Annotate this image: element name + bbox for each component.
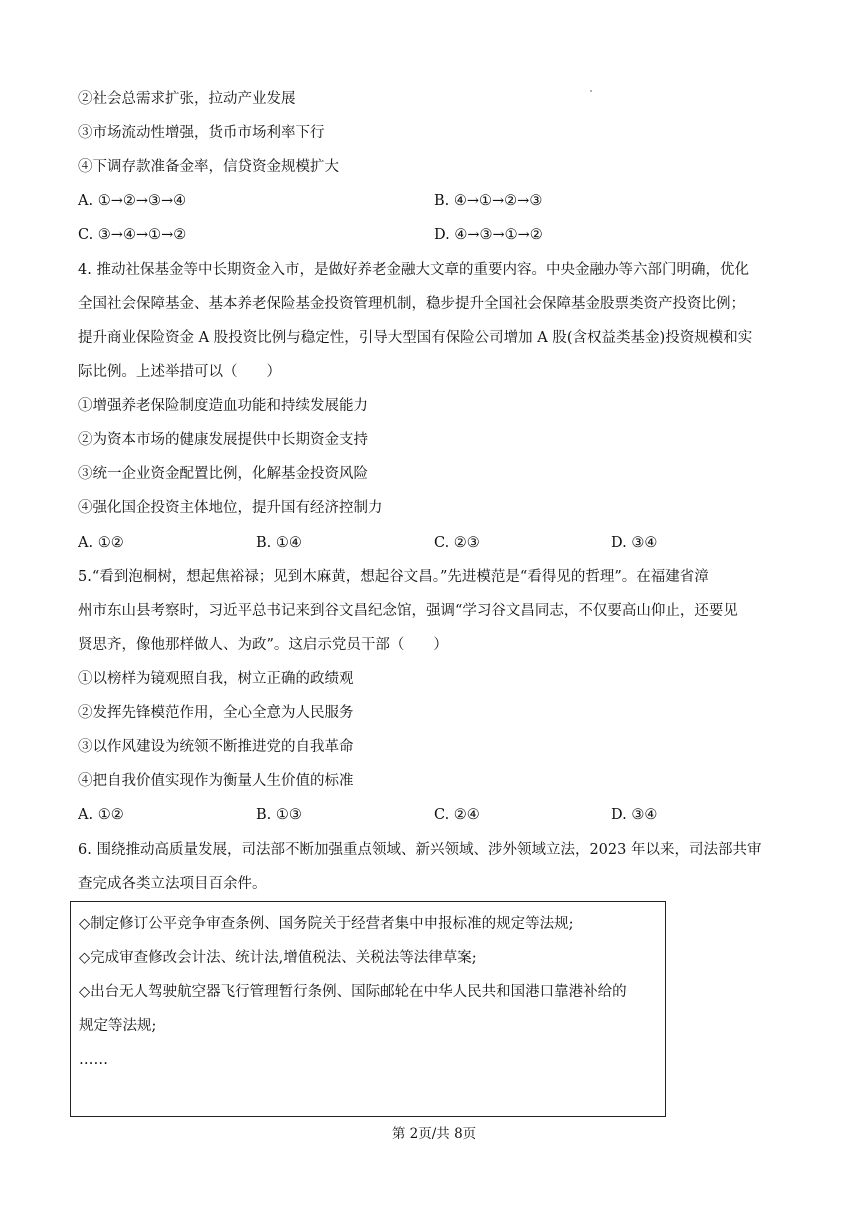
q6-material-box — [70, 901, 666, 1117]
q5-option-a: A. ①② — [78, 807, 124, 823]
q3-item-2: ②社会总需求扩张，拉动产业发展 — [78, 91, 296, 107]
q3-option-b: B. ④→①→②→③ — [434, 193, 543, 209]
q6-box-line-4: 规定等法规; — [79, 1018, 157, 1034]
q5-item-1: ①以榜样为镜观照自我，树立正确的政绩观 — [78, 671, 354, 687]
q4-option-d: D. ③④ — [611, 535, 658, 551]
q4-stem-line-4: 际比例。上述举措可以（ ） — [78, 364, 281, 380]
q5-stem-line-1: 5.“看到泡桐树，想起焦裕禄；见到木麻黄，想起谷文昌。”先进模范是“看得见的哲理”。在福建省漳 — [78, 569, 709, 585]
q3-option-a: A. ①→②→③→④ — [78, 193, 187, 209]
q6-box-line-2: ◇完成审查修改会计法、统计法,增值税法、关税法等法律草案; — [79, 950, 477, 966]
q5-item-3: ③以作风建设为统领不断推进党的自我革命 — [78, 739, 354, 755]
q4-item-3: ③统一企业资金配置比例，化解基金投资风险 — [78, 466, 368, 482]
q3-option-c: C. ③→④→①→② — [78, 227, 187, 243]
q5-item-4: ④把自我价值实现作为衡量人生价值的标准 — [78, 773, 354, 789]
q4-item-4: ④强化国企投资主体地位，提升国有经济控制力 — [78, 500, 383, 516]
q4-stem-line-3: 提升商业保险资金 A 股投资比例与稳定性，引导大型国有保险公司增加 A 股(含权益类基金)投资规模和实 — [78, 330, 753, 346]
q5-option-b: B. ①③ — [256, 807, 302, 823]
q6-box-line-3: ◇出台无人驾驶航空器飞行管理暂行条例、国际邮轮在中华人民共和国港口靠港补给的 — [79, 984, 627, 1000]
q4-option-a: A. ①② — [78, 535, 124, 551]
q5-stem-line-2: 州市东山县考察时，习近平总书记来到谷文昌纪念馆，强调“学习谷文昌同志，不仅要高山仰止，还要见 — [78, 603, 738, 619]
q3-item-3: ③市场流动性增强，货币市场利率下行 — [78, 125, 325, 141]
page-footer: 第 2页/共 8页 — [391, 1126, 477, 1142]
q6-stem-line-2: 查完成各类立法项目百余件。 — [78, 876, 267, 892]
q3-item-4: ④下调存款准备金率，信贷资金规模扩大 — [78, 159, 339, 175]
q4-item-1: ①增强养老保险制度造血功能和持续发展能力 — [78, 398, 368, 414]
q5-option-d: D. ③④ — [611, 807, 658, 823]
q6-box-ellipsis: …… — [79, 1052, 108, 1068]
q6-box-line-1: ◇制定修订公平竞争审查条例、国务院关于经营者集中申报标准的规定等法规; — [79, 916, 574, 932]
q5-item-2: ②发挥先锋模范作用，全心全意为人民服务 — [78, 705, 354, 721]
q4-item-2: ②为资本市场的健康发展提供中长期资金支持 — [78, 432, 368, 448]
q3-option-d: D. ④→③→①→② — [434, 227, 543, 243]
stray-mark — [590, 90, 592, 92]
q4-option-c: C. ②③ — [434, 535, 480, 551]
q4-stem-line-1: 4. 推动社保基金等中长期资金入市，是做好养老金融大文章的重要内容。中央金融办等六部门明确，优化 — [78, 262, 749, 278]
q5-stem-line-3: 贤思齐，像他那样做人、为政”。这启示党员干部（ ） — [78, 637, 448, 653]
q5-option-c: C. ②④ — [434, 807, 480, 823]
q4-stem-line-2: 全国社会保障基金、基本养老保险基金投资管理机制，稳步提升全国社会保障基金股票类资产投资比例； — [78, 296, 745, 312]
q4-option-b: B. ①④ — [256, 535, 302, 551]
q6-stem-line-1: 6. 围绕推动高质量发展，司法部不断加强重点领域、新兴领域、涉外领域立法，2023 年以来，司法部共审 — [78, 842, 762, 858]
